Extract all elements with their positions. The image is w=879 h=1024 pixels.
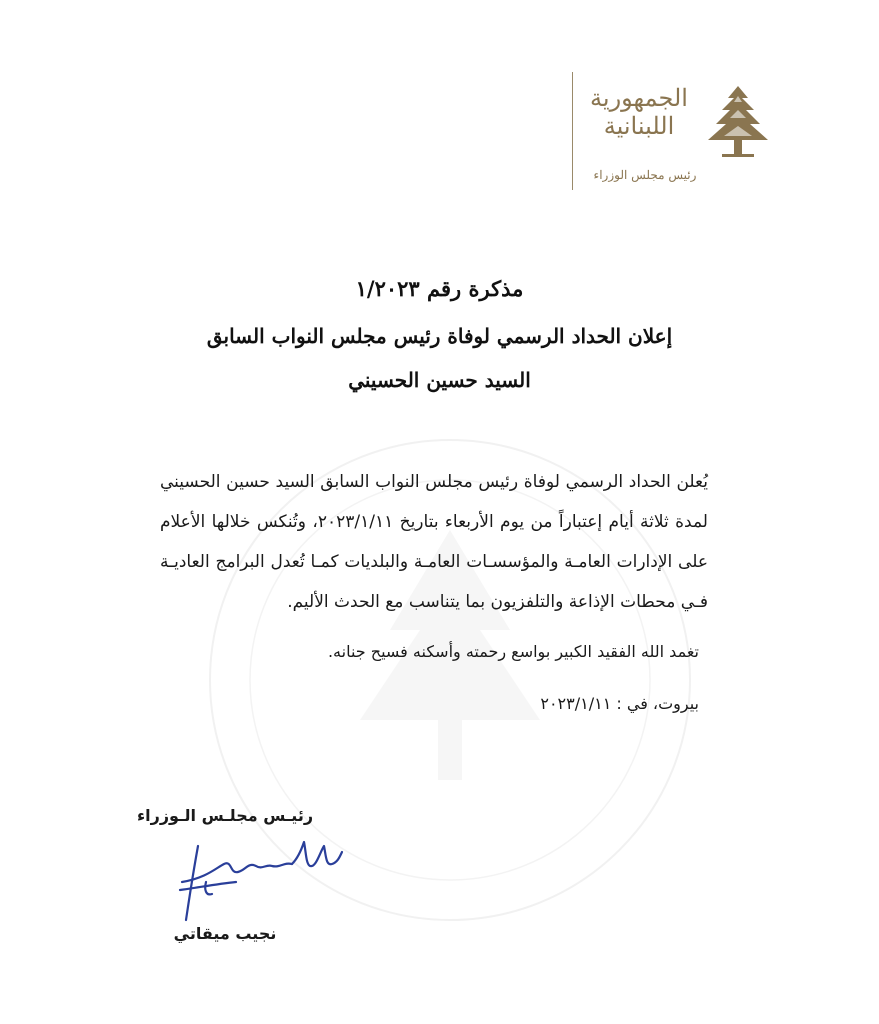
letterhead-republic: الجمهورية اللبنانية xyxy=(590,84,688,140)
memo-body: يُعلن الحداد الرسمي لوفاة رئيس مجلس النواب السابق السيد حسين الحسيني لمدة ثلاثة أيام إعتباراً من يوم الأربعاء بتاريخ ٢٠٢٣/١/١١، وتُنكس خلالها الأعلام على الإدارات العامـة والمؤسسـات العامـة والبلديات كمـا تُعدل البرامج العاديـة فـي محطات الإذاعة والتلفزيون بما يتناسب مع الحدث الأليم. xyxy=(160,472,708,612)
letterhead-office: رئيس مجلس الوزراء xyxy=(593,168,697,182)
place-date: بيروت، في : ٢٠٢٣/١/١١ xyxy=(540,694,699,713)
cedar-icon xyxy=(702,82,774,166)
handwritten-signature xyxy=(176,838,346,928)
memo-title: إعلان الحداد الرسمي لوفاة رئيس مجلس النواب السابق xyxy=(206,324,673,348)
condolence-line: تغمد الله الفقيد الكبير بواسع رحمته وأسكنه فسيح جنانه. xyxy=(327,642,699,661)
memo-number: مذكرة رقم ١/٢٠٢٣ xyxy=(355,276,524,301)
letterhead xyxy=(572,72,782,192)
letterhead-divider xyxy=(572,72,573,190)
memo-subject-name: السيد حسين الحسيني xyxy=(348,368,531,392)
signatory-title: رئيـس مجلـس الـوزراء xyxy=(136,806,314,825)
signatory-name: نجيب ميقاتي xyxy=(173,924,277,943)
